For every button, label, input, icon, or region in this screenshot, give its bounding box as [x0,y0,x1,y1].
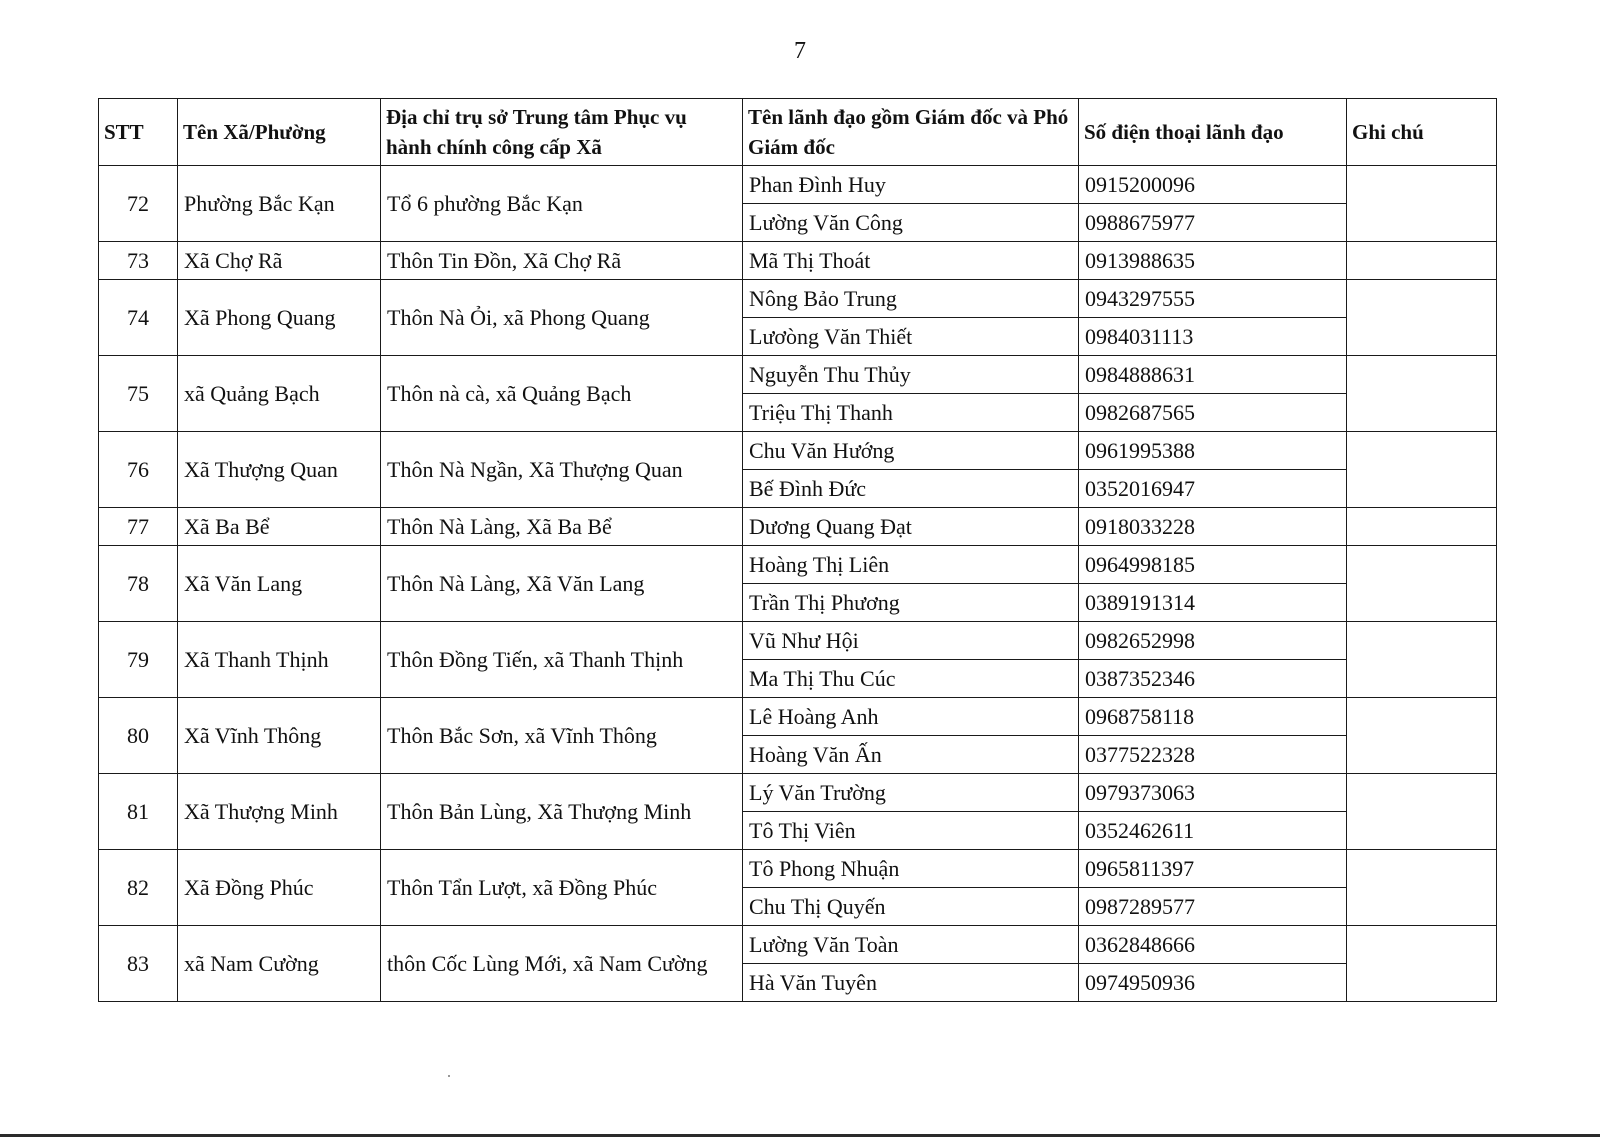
leader-phone-cell: 0389191314 [1079,584,1347,622]
leader-name-cell: Lý Văn Trường [743,774,1079,812]
page-number: 7 [794,38,806,64]
table-row [99,698,1497,736]
note-cell [1347,546,1497,622]
page-bottom-rule [0,1134,1600,1137]
note-cell [1347,242,1497,280]
commune-name-cell: Xã Chợ Rã [178,242,381,280]
stt-cell: 82 [99,850,178,926]
commune-name-cell: Xã Thượng Minh [178,774,381,850]
leader-name-cell: Hoàng Văn Ấn [743,736,1079,774]
commune-name-cell: Xã Ba Bể [178,508,381,546]
table-body [99,166,1497,1002]
leader-name-cell: Lươòng Văn Thiết [743,318,1079,356]
note-cell [1347,698,1497,774]
header-address: Địa chỉ trụ sở Trung tâm Phục vụ hành chính công cấp Xã [381,99,743,166]
leader-name-cell: Ma Thị Thu Cúc [743,660,1079,698]
leader-phone-cell: 0918033228 [1079,508,1347,546]
address-cell: Thôn Bản Lùng, Xã Thượng Minh [381,774,743,850]
leader-phone-cell: 0979373063 [1079,774,1347,812]
leader-name-cell: Phan Đình Huy [743,166,1079,204]
address-cell: thôn Cốc Lùng Mới, xã Nam Cường [381,926,743,1002]
leaders-table [98,98,1497,1002]
commune-name-cell: xã Nam Cường [178,926,381,1002]
leader-phone-cell: 0982652998 [1079,622,1347,660]
leader-phone-cell: 0915200096 [1079,166,1347,204]
header-commune-name: Tên Xã/Phường [178,99,381,166]
leader-name-cell: Lường Văn Toàn [743,926,1079,964]
address-cell: Thôn Đồng Tiến, xã Thanh Thịnh [381,622,743,698]
leader-phone-cell: 0352016947 [1079,470,1347,508]
leader-phone-cell: 0987289577 [1079,888,1347,926]
leader-name-cell: Hoàng Thị Liên [743,546,1079,584]
leader-name-cell: Nguyễn Thu Thủy [743,356,1079,394]
stt-cell: 80 [99,698,178,774]
note-cell [1347,850,1497,926]
leader-name-cell: Dương Quang Đạt [743,508,1079,546]
leader-phone-cell: 0961995388 [1079,432,1347,470]
table-row [99,774,1497,812]
table-row [99,926,1497,964]
leader-phone-cell: 0387352346 [1079,660,1347,698]
stt-cell: 74 [99,280,178,356]
leader-name-cell: Lê Hoàng Anh [743,698,1079,736]
commune-name-cell: xã Quảng Bạch [178,356,381,432]
table-header-row [99,99,1497,166]
stt-cell: 78 [99,546,178,622]
leader-name-cell: Lường Văn Công [743,204,1079,242]
note-cell [1347,356,1497,432]
leader-phone-cell: 0362848666 [1079,926,1347,964]
leader-phone-cell: 0377522328 [1079,736,1347,774]
commune-name-cell: Phường Bắc Kạn [178,166,381,242]
leader-name-cell: Vũ Như Hội [743,622,1079,660]
stt-cell: 76 [99,432,178,508]
leader-phone-cell: 0982687565 [1079,394,1347,432]
table-row [99,508,1497,546]
leader-phone-cell: 0968758118 [1079,698,1347,736]
leader-name-cell: Chu Văn Hướng [743,432,1079,470]
table-row [99,850,1497,888]
commune-name-cell: Xã Thanh Thịnh [178,622,381,698]
table-row [99,432,1497,470]
commune-name-cell: Xã Văn Lang [178,546,381,622]
address-cell: Thôn Nà Làng, Xã Văn Lang [381,546,743,622]
leader-name-cell: Bế Đình Đức [743,470,1079,508]
leader-name-cell: Trần Thị Phương [743,584,1079,622]
table-row [99,242,1497,280]
address-cell: Thôn Tẩn Lượt, xã Đồng Phúc [381,850,743,926]
leader-name-cell: Mã Thị Thoát [743,242,1079,280]
note-cell [1347,622,1497,698]
note-cell [1347,166,1497,242]
stt-cell: 72 [99,166,178,242]
header-leader-names: Tên lãnh đạo gồm Giám đốc và Phó Giám đốc [743,99,1079,166]
stt-cell: 83 [99,926,178,1002]
address-cell: Thôn Nà Ỏi, xã Phong Quang [381,280,743,356]
commune-name-cell: Xã Thượng Quan [178,432,381,508]
table-row [99,166,1497,204]
stt-cell: 81 [99,774,178,850]
scan-speck [448,1075,450,1077]
stt-cell: 73 [99,242,178,280]
address-cell: Thôn nà cà, xã Quảng Bạch [381,356,743,432]
commune-name-cell: Xã Phong Quang [178,280,381,356]
header-stt: STT [99,99,178,166]
leader-phone-cell: 0965811397 [1079,850,1347,888]
stt-cell: 75 [99,356,178,432]
leader-name-cell: Tô Phong Nhuận [743,850,1079,888]
table-row [99,546,1497,584]
commune-name-cell: Xã Đồng Phúc [178,850,381,926]
leader-phone-cell: 0988675977 [1079,204,1347,242]
address-cell: Thôn Nà Ngần, Xã Thượng Quan [381,432,743,508]
leader-name-cell: Nông Bảo Trung [743,280,1079,318]
header-leader-phone: Số điện thoại lãnh đạo [1079,99,1347,166]
note-cell [1347,508,1497,546]
leader-phone-cell: 0943297555 [1079,280,1347,318]
stt-cell: 79 [99,622,178,698]
address-cell: Thôn Nà Làng, Xã Ba Bể [381,508,743,546]
address-cell: Thôn Tin Đồn, Xã Chợ Rã [381,242,743,280]
note-cell [1347,774,1497,850]
leader-phone-cell: 0352462611 [1079,812,1347,850]
leader-phone-cell: 0984031113 [1079,318,1347,356]
note-cell [1347,432,1497,508]
leader-phone-cell: 0974950936 [1079,964,1347,1002]
table-row [99,622,1497,660]
address-cell: Tổ 6 phường Bắc Kạn [381,166,743,242]
leader-name-cell: Chu Thị Quyến [743,888,1079,926]
leader-name-cell: Tô Thị Viên [743,812,1079,850]
leader-phone-cell: 0964998185 [1079,546,1347,584]
note-cell [1347,280,1497,356]
commune-name-cell: Xã Vĩnh Thông [178,698,381,774]
leader-name-cell: Hà Văn Tuyên [743,964,1079,1002]
note-cell [1347,926,1497,1002]
table-row [99,280,1497,318]
leader-name-cell: Triệu Thị Thanh [743,394,1079,432]
stt-cell: 77 [99,508,178,546]
header-note: Ghi chú [1347,99,1497,166]
address-cell: Thôn Bắc Sơn, xã Vĩnh Thông [381,698,743,774]
table-row [99,356,1497,394]
leader-phone-cell: 0913988635 [1079,242,1347,280]
leader-phone-cell: 0984888631 [1079,356,1347,394]
